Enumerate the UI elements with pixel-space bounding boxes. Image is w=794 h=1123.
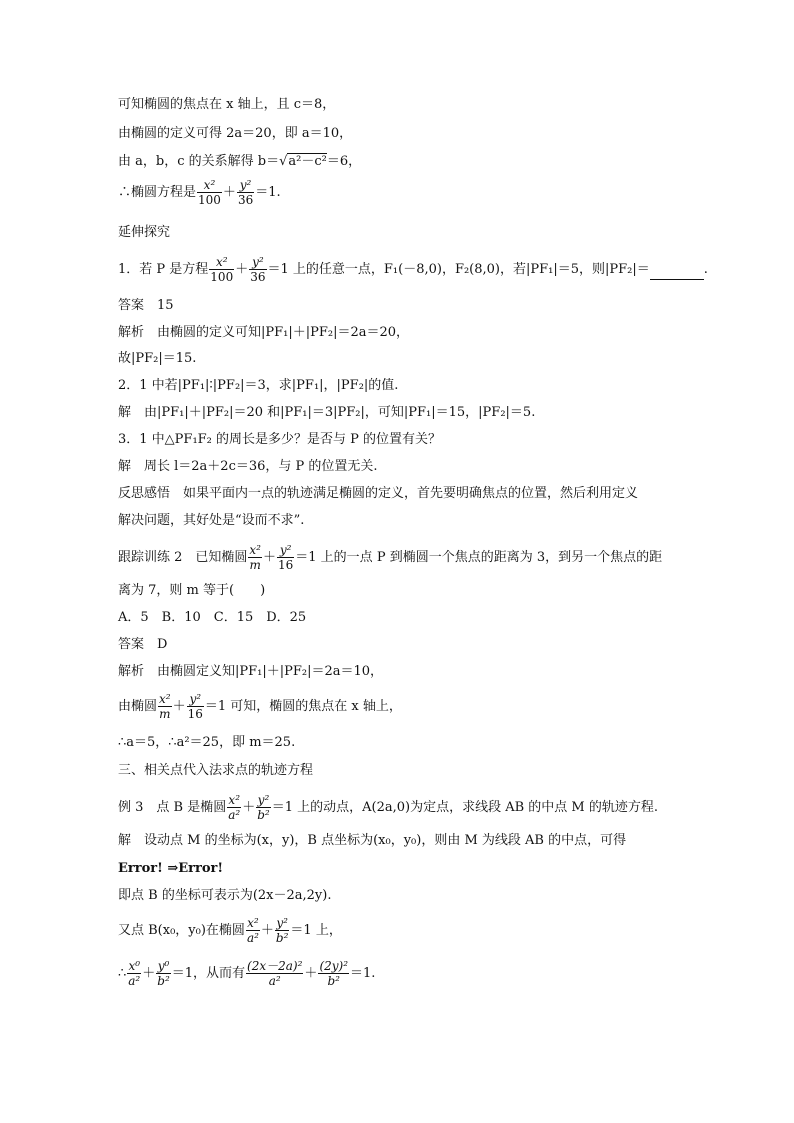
line-text: 答案 D: [118, 637, 168, 652]
line-text: 由 a，b，c 的关系解得 b＝: [118, 154, 280, 169]
operator: ＋: [260, 923, 274, 938]
numerator: y²: [279, 543, 292, 557]
numerator: x²: [159, 692, 171, 706]
line-text: A．5 B．10 C．15 D．25: [118, 610, 307, 625]
line-text: ＝6，: [326, 154, 362, 169]
text-line: [118, 297, 174, 315]
line-text: ＝1 上的动点，A(2a,0)为定点，求线段 AB 的中点 M 的轨迹方程.: [271, 800, 658, 815]
numerator: x²: [215, 255, 228, 269]
denominator: b²: [275, 931, 289, 945]
fraction: [127, 959, 141, 988]
line-text: 解 由|PF₁|＋|PF₂|＝20 和|PF₁|＝3|PF₂|，可知|PF₁|＝15，|PF₂|＝5.: [118, 405, 536, 420]
line-text: ＝1.: [255, 185, 281, 200]
question-line: [118, 255, 708, 284]
question-line: [118, 543, 662, 572]
operator: ＋: [235, 262, 249, 277]
numerator: x²: [249, 543, 261, 557]
line-text: ＝1.: [350, 966, 376, 981]
line-text: 跟踪训练 2 已知椭圆: [118, 550, 248, 565]
fraction: [197, 178, 222, 207]
line-text: ＝1 上的一点 P 到椭圆一个焦点的距离为 3，到另一个焦点的距: [295, 550, 663, 565]
fraction: [275, 916, 290, 945]
equation-line: [118, 916, 342, 945]
denominator: 100: [210, 270, 234, 284]
line-text: ＝1 上的任意一点，F₁(－8,0)，F₂(8,0)，若|PF₁|＝5，则|PF₂|＝: [267, 262, 650, 277]
text-line: [118, 832, 626, 850]
line-text: 解析 由椭圆的定义可知|PF₁|＋|PF₂|＝2a＝20，: [118, 325, 410, 340]
text-line: [118, 125, 352, 143]
line-text: 解 设动点 M 的坐标为(x，y)，B 点坐标为(x₀，y₀)，则由 M 为线段 AB 的中点，可得: [118, 833, 627, 848]
numerator: x²: [203, 178, 216, 192]
line-text: 解析 由椭圆定义知|PF₁|＋|PF₂|＝2a＝10，: [118, 664, 384, 679]
operator: ＋: [172, 699, 186, 714]
section-heading: [118, 224, 170, 242]
fraction: [246, 959, 303, 988]
line-text: 答案 15: [118, 298, 174, 313]
fraction: [237, 178, 254, 207]
numerator: x²: [247, 916, 259, 930]
text-line: [118, 324, 409, 342]
line-text: 解 周长 l＝2a＋2c＝36，与 P 的位置无关.: [118, 459, 378, 474]
numerator: x⁰: [128, 959, 141, 973]
fraction: [256, 793, 271, 822]
fraction: [158, 692, 172, 721]
denominator: b²: [257, 808, 270, 822]
text-line: [118, 663, 383, 681]
line-text: ∴a＝5，∴a²＝25，即 m＝25.: [118, 735, 296, 750]
denominator: 36: [237, 193, 254, 207]
operator: ＋: [262, 550, 276, 565]
example-line: [118, 793, 658, 822]
line-text: 离为 7，则 m 等于( ): [118, 583, 266, 598]
denominator: m: [249, 558, 261, 572]
text-line: [118, 512, 304, 530]
fraction: [277, 543, 294, 572]
equation-line: [118, 178, 281, 207]
answer-blank: [650, 261, 704, 280]
sqrt-radicand: a²－c²: [288, 154, 327, 169]
line-text: 例 3 点 B 是椭圆: [118, 800, 227, 815]
text-line: [118, 350, 196, 368]
text-line: [118, 636, 167, 654]
fraction: [209, 255, 234, 284]
equation-line: [118, 959, 375, 988]
line-text: 由椭圆: [118, 699, 158, 714]
numerator: y²: [189, 692, 202, 706]
line-text: 2．1 中若|PF₁|∶|PF₂|＝3，求|PF₁|，|PF₂|的值.: [118, 378, 399, 393]
numerator: (2x－2a)²: [247, 959, 303, 973]
numerator: y²: [276, 916, 288, 930]
text-line: [118, 887, 331, 905]
sqrt-symbol: √: [279, 154, 288, 169]
line-text: .: [703, 262, 708, 277]
line-text: Error! ⇒Error!: [118, 861, 224, 876]
numerator: y²: [257, 793, 270, 807]
text-line: [118, 431, 441, 449]
line-text: 反思感悟 如果平面内一点的轨迹满足椭圆的定义，首先要明确焦点的位置，然后利用定义: [118, 486, 639, 501]
operator: ＋: [142, 966, 156, 981]
line-text: ∴椭圆方程是: [118, 185, 197, 200]
line-text: 3．1 中△PF₁F₂ 的周长是多少？是否与 P 的位置有关？: [118, 432, 442, 447]
answer-choices: [118, 609, 306, 627]
text-line: [118, 582, 265, 600]
line-text: ＝1 上，: [290, 923, 342, 938]
fraction: [246, 916, 260, 945]
line-text: 三、相关点代入法求点的轨迹方程: [118, 763, 314, 778]
line-text: ＝1 可知，椭圆的焦点在 x 轴上，: [204, 699, 402, 714]
denominator: 16: [187, 707, 203, 721]
line-text: ∴: [118, 966, 127, 981]
fraction: [318, 959, 349, 988]
numerator: (2y)²: [319, 959, 349, 973]
section-heading: [118, 762, 313, 780]
equation-line: [118, 692, 402, 721]
denominator: b²: [318, 973, 349, 988]
operator: ＋: [242, 800, 256, 815]
denominator: m: [159, 707, 171, 721]
denominator: 16: [278, 558, 294, 572]
text-line: [118, 96, 335, 114]
line-text: 即点 B 的坐标可表示为(2x－2a,2y).: [118, 888, 332, 903]
numerator: y⁰: [157, 959, 170, 973]
numerator: y²: [239, 178, 252, 192]
text-line: [118, 153, 361, 171]
operator: ＋: [304, 966, 318, 981]
line-text: 延伸探究: [118, 225, 171, 240]
line-text: 由椭圆的定义可得 2a＝20，即 a＝10，: [118, 126, 353, 141]
line-text: 故|PF₂|＝15.: [118, 351, 197, 366]
denominator: 100: [198, 193, 221, 207]
fraction: [156, 959, 171, 988]
operator: ＋: [222, 185, 236, 200]
line-text: ＝1，从而有: [171, 966, 246, 981]
error-text: [118, 860, 223, 878]
fraction: [227, 793, 241, 822]
line-text: 又点 B(x₀，y₀)在椭圆: [118, 923, 245, 938]
text-line: [118, 377, 398, 395]
line-text: 可知椭圆的焦点在 x 轴上，且 c＝8，: [118, 97, 336, 112]
fraction: [187, 692, 204, 721]
denominator: a²: [246, 973, 303, 988]
numerator: y²: [252, 255, 264, 269]
denominator: a²: [246, 931, 259, 945]
denominator: a²: [228, 808, 241, 822]
line-text: 1．若 P 是方程: [118, 262, 209, 277]
line-text: 解决问题，其好处是“设而不求”.: [118, 513, 305, 528]
text-line: [118, 404, 535, 422]
denominator: a²: [128, 974, 141, 988]
text-line: [118, 734, 295, 752]
numerator: x²: [228, 793, 240, 807]
fraction: [249, 255, 266, 284]
denominator: 36: [250, 270, 266, 284]
denominator: b²: [157, 974, 170, 988]
text-line: [118, 458, 378, 476]
text-line: [118, 485, 638, 503]
fraction: [248, 543, 262, 572]
